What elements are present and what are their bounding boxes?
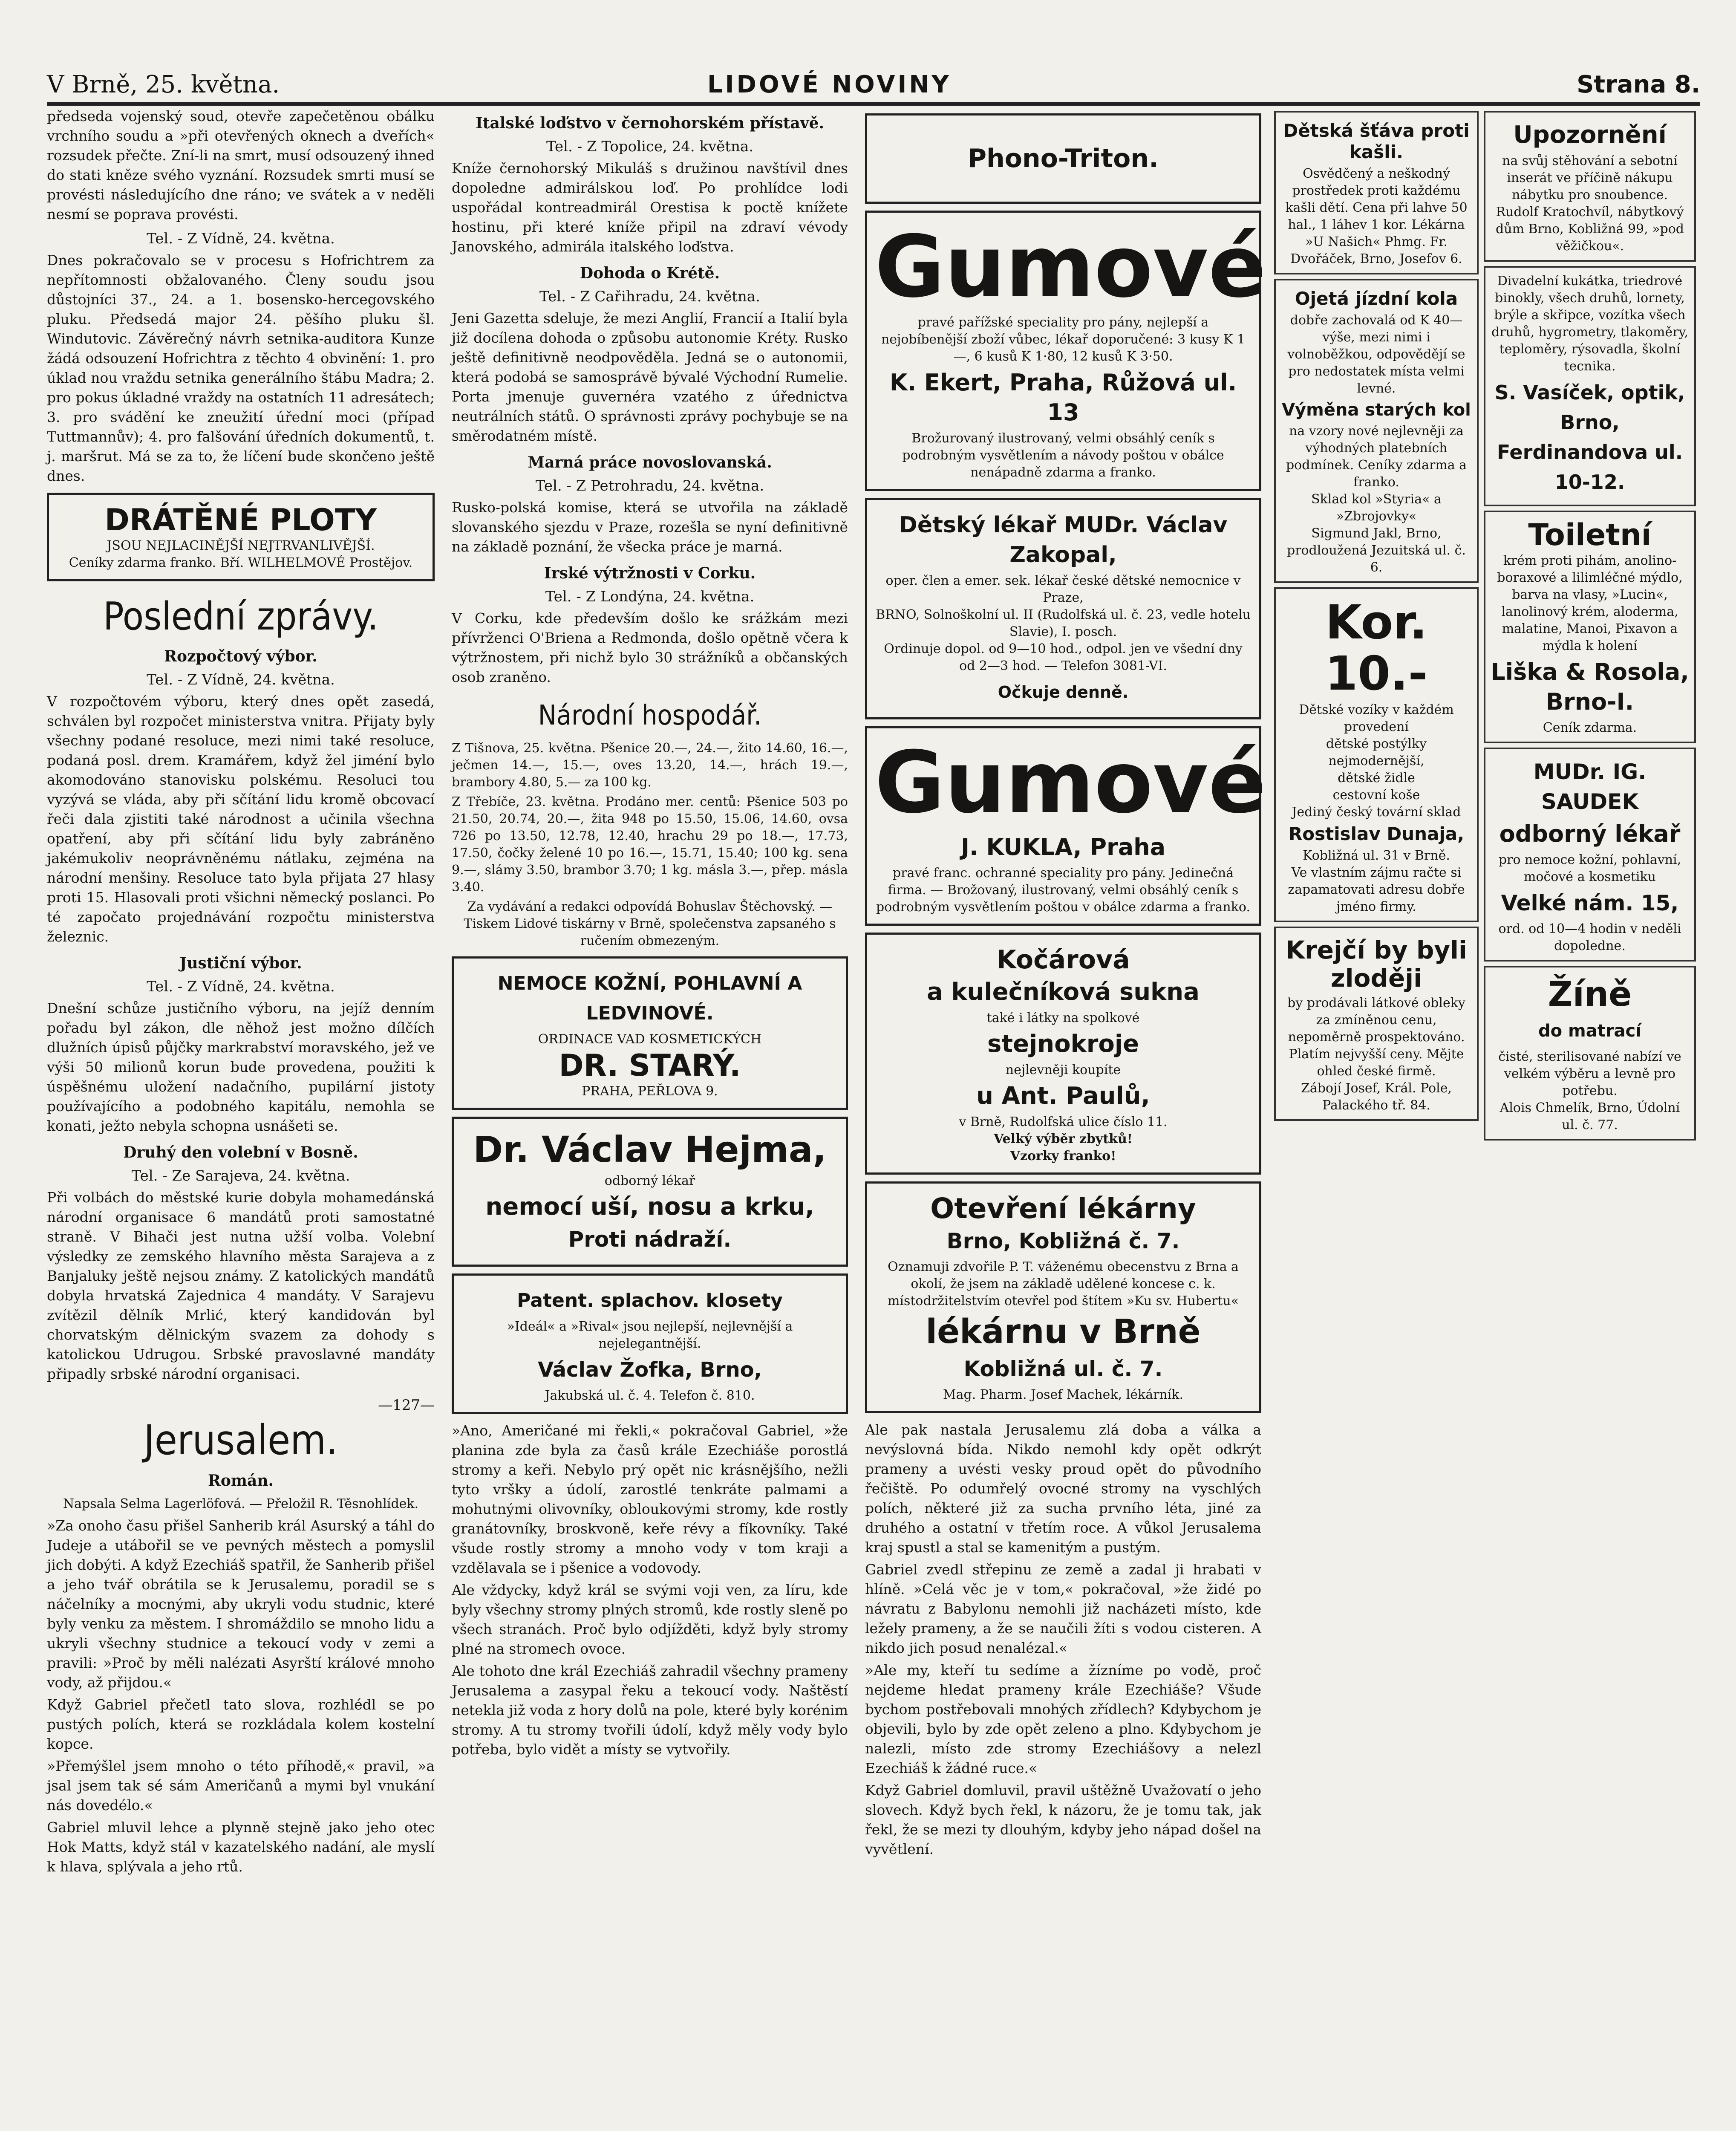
article-text: Rusko-polská komise, která se utvořila na základě slovanského sjezdu v Praze, rozešla se nyní definitivně na základě poznání, že všecka práce je marná. <box>452 499 848 555</box>
advert-title: Gumové <box>875 217 1266 317</box>
advert-text: na svůj stěhování a sebotní inserát ve příčině nákupu nábytku pro snoubence. <box>1502 153 1678 202</box>
advert-gumove-kukla <box>865 726 1266 926</box>
column-3 <box>865 107 1266 1862</box>
column-2 <box>452 107 848 1762</box>
advert-title: Otevření lékárny <box>930 1192 1196 1225</box>
advert-title: Toiletní <box>1528 517 1652 552</box>
advert-text: Velký výběr zbytků! <box>994 1132 1133 1146</box>
article-text: Dnešní schůze justičního výboru, na jejíž denním pořadu byl zákon, dle něhož jest možno dílčích dlužních úpisů půjčky markrabství moravského, jež ve výši 50 milionů korun bude provedena, použiti k úspěšnému uložení nadačního, pupilární jistoty používajícího a podobného kapitálu, nemohla se konati, ježto nebyla schopna usnášeti se. <box>47 1000 435 1134</box>
advert-text: pravé franc. ochranné speciality pro pány. Jedinečná firma. — Brožovaný, ilustrovaný, velmi obsáhlý ceník s podrobným vysvětlením poštou v obálce zdarma a franko. <box>876 866 1250 915</box>
article-text: Když Gabriel přečetl tato slova, rozhlédl se po pustých polích, která se rozkládala kolem kostelní kopce. <box>47 1696 435 1752</box>
advert-address: v Brně, Rudolfská ulice číslo 11. <box>959 1115 1168 1129</box>
advert-text: oper. člen a emer. sek. lékař české dětské nemocnice v Praze, <box>885 573 1241 605</box>
advert-price: Kor. 10.- <box>1325 595 1428 701</box>
article-heading: Marná práce novoslovanská. <box>528 453 772 471</box>
advert-firm: Mag. Pharm. Josef Machek, lékárník. <box>943 1387 1184 1402</box>
feuilleton-subtitle: Román. <box>208 1472 274 1490</box>
dateline: Tel. - Z Londýna, 24. května. <box>545 588 755 605</box>
advert-text: Sklad kol »Styria« a »Zbrojovky« <box>1311 492 1442 524</box>
feuilleton-title: Jerusalem. <box>144 1416 338 1464</box>
advert-syrup <box>1274 111 1479 274</box>
dateline: Tel. - Z Vídně, 24. května. <box>147 671 335 688</box>
page-header <box>47 68 1700 106</box>
advert-title: DRÁTĚNÉ PLOTY <box>104 502 377 537</box>
advert-text: dětské postýlky nejmodernější, <box>1326 736 1427 768</box>
advert-text: dětské židle <box>1338 771 1415 785</box>
advert-title: Žíně <box>1548 974 1632 1014</box>
advert-firm: Zábojí Josef, Král. Pole, Palackého tř. 84. <box>1301 1081 1452 1113</box>
column-4 <box>1274 107 1696 1145</box>
advert-title: Výměna starých kol <box>1282 400 1471 420</box>
article-text: V Corku, kde především došlo ke srážkám mezi přívrženci O'Briena a Redmonda, došlo opětně včera k výtržnostem, při nichž bylo 30 strážníků a občanských osob zraněno. <box>452 610 848 685</box>
article-text: Když Gabriel domluvil, pravil uštěžně Uvažovatí o jeho slovech. Když bych řekl, k názoru, že je tomu tak, jak řekl, že se mezi ty dlouhým, kdyby jeho nápad došel na vyvětlení. <box>865 1782 1261 1857</box>
advert-wire-fences <box>47 493 435 581</box>
dateline: Tel. - Z Topolice, 24. května. <box>546 138 754 155</box>
article-text: »Přemýšlel jsem mnoho o této příhodě,« pravil, »a jsal jsem tak sé sám Američanů a mymi byl vnukání nás dovedélo.« <box>47 1758 435 1813</box>
advert-title: Upozornění <box>1513 121 1667 149</box>
advert-address: Kobližná ul. č. 7. <box>963 1357 1163 1381</box>
advert-title: odborný lékař <box>1499 820 1681 847</box>
advert-firm: Rostislav Dunaja, <box>1288 823 1465 844</box>
advert-firm: Alois Chmelík, Brno, Údolní ul. č. 77. <box>1500 1100 1680 1132</box>
advert-zofka <box>452 1273 848 1414</box>
advert-text: Oznamuji zdvořile P. T. váženému obecenstvu z Brna a okolí, že jsem na základě udělené koncese c. k. místodržitelstvím otevřel pod štítem »Ku sv. Hubertu« <box>887 1259 1239 1308</box>
advert-title: Gumové <box>875 733 1266 832</box>
advert-title: NEMOCE KOŽNÍ, POHLAVNÍ A LEDVINOVÉ. <box>497 973 802 1024</box>
advert-tailors <box>1274 927 1479 1121</box>
advert-name: DR. STARÝ. <box>559 1048 741 1083</box>
advert-firm: S. Vasíček, optik, Brno, Ferdinandova ul. 10-12. <box>1494 381 1685 494</box>
advert-hours: Ordinuje dopol. od 9—10 hod., odpol. jen ve všední dny od 2—3 hod. — Telefon 3081-VI. <box>884 641 1243 673</box>
advert-title: lékárnu v Brně <box>926 1313 1201 1351</box>
advert-text: krém proti pihám, anolino-boraxové a lilimléčné mýdlo, barva na vlasy, »Lucin«, lanolinový krém, aloderma, malatine, Manoi, Pixavon a mýdla k holení <box>1497 553 1683 653</box>
article-text: »Ano, Američané mi řekli,« pokračoval Gabriel, »že planina zde byla za časů krále Ezechiáše porostlá stromy a keři. Nebylo prý opět nic krásnějšího, nežli tyto vršky a údolí, zarostlé tenkráte palmami a mohutnými olivovníky, obloukovými stromy, kde rostly granátovníky, broskvoně, keře révy a fíkovníky. Také všude rostly stromy a mnoho vody v tom kraji a vzdělavala se i pšenice a vodovody. <box>452 1422 848 1576</box>
section-title: Poslední zprávy. <box>103 594 379 639</box>
advert-text: Ve vlastním zájmu račte si zapamatovati adresu dobře jméno firmy. <box>1288 865 1465 914</box>
advert-address: Jakubská ul. č. 4. Telefon č. 810. <box>545 1388 755 1403</box>
advert-toiletries <box>1484 511 1696 743</box>
advert-optician <box>1484 266 1696 506</box>
column-1 <box>47 107 435 1879</box>
advert-dr-hejma <box>452 1117 848 1267</box>
advert-text: Brožurovaný ilustrovaný, velmi obsáhlý ceník s podrobným vysvětlením a návody poštou v obálce nenápadně zdarma a franko. <box>902 431 1224 480</box>
dateline: Tel. - Z Vídně, 24. května. <box>147 978 335 995</box>
feuilleton-author: Napsala Selma Lagerlöfová. — Přeložil R. Těsnohlídek. <box>63 1496 419 1511</box>
advert-title: Dětská šťáva proti kašli. <box>1283 120 1470 162</box>
article-text: Gabriel mluvil lehce a plynně stejně jako jeho otec Hok Matts, když stál v kazatelského nadání, ale myslí k hlava, splývala a jeho rtů. <box>47 1819 435 1875</box>
advert-text: Dětské vozíky v každém provedení <box>1299 702 1454 734</box>
advert-title: a kulečníková sukna <box>927 978 1200 1006</box>
advert-text: Osvědčený a neškodný prostředek proti každému kašli dětí. Cena při lahve 50 hal., 1 láhev 1 kor. Lékárna »U Našich« Phmg. Fr. Dvořáček, Brno, Josefov 6. <box>1285 166 1468 266</box>
article-heading: Druhý den volební v Bosně. <box>123 1143 358 1161</box>
article-text: Při volbách do městské kurie dobyla mohamedánská národní organisace 6 mandátů proti samostatné straně. V Bihači jest nutna užší volba. Volební výsledky ze zemského hlavního města Sarajeva a z Banjaluky ještě nejsou známy. Z katolických mandátů dobyla hrvatská Zajednica 4 mandáty. V Sarajevu zvítězil dělník Mrlić, který kandidován byl chorvatským dělnickým svazem za dohody s katolickou Udrugou. Srbské pravoslavné mandáty připadly srbské národní organisaci. <box>47 1189 435 1382</box>
market-report: Z Tišnova, 25. května. Pšenice 20.—, 24.—, žito 14.60, 16.—, ječmen 14.—, 15.—, oves 13.20, 14.—, hrách 19.—, brambory 4.80, 5.— za 100 kg. <box>452 741 848 790</box>
advert-title: Dětský lékař MUDr. Václav Zakopal, <box>899 512 1228 568</box>
article-text: »Za onoho času přišel Sanherib král Asurský a táhl do Judeje a utábořil se ve pevných městech a pomyslil jich dobýti. A když Ezechiáš spatřil, že Sanherib přišel a jeho tvář obrátila se k Jerusalemu, poradil se s náčelníky a mocnými, aby ukryli vodu studnic, které byly venku za městem. I shromáždilo se mnoho lidu a ukryli všechny studnice a tekoucí vody v zemi a pravili: »Proč by měli nalézati Asyrští králové mnoho vody, až přijdou.« <box>47 1517 435 1691</box>
advert-text: nejlevněji koupíte <box>1005 1063 1121 1077</box>
advert-title: Kočárová <box>996 945 1130 975</box>
feuilleton-number: —127— <box>378 1397 435 1414</box>
advert-text: na vzory nové nejlevněji za výhodných platebních podmínek. Ceníky zdarma a franko. <box>1286 424 1467 490</box>
advert-title: Krejčí by byli zloději <box>1286 936 1467 993</box>
section-title: Národní hospodář. <box>538 700 762 731</box>
advert-address: Kobližná ul. 31 v Brně. <box>1303 848 1450 863</box>
article-text: Ale pak nastala Jerusalemu zlá doba a válka a nevýslovná bída. Nikdo nemohl kdy opět odkrýt prameny a uvésti vesky proud opět do původního řečiště. Po odumřelý ovocné stromy na vyschlých polích, některé již za sucha prvního léta, jiné za druhého a ostatní v třetím roce. A vůkol Jerusalema kraj spustl a stal se kamenitým a pustým. <box>865 1421 1261 1556</box>
advert-pharmacy <box>865 1181 1261 1413</box>
article-text: Dnes pokračovalo se v procesu s Hofrichtrem za nepřítomnosti obžalovaného. Členy soudu jsou důstojníci 37., 24. a 1. bosensko-hercegovského pluku. Předsedá major 24. pěšího pluku šl. Windutovic. Závěrečný návrh setnika-auditora Kunze žádá odsouzení Hofrichtra z těchto 4 obvinění: 1. pro úklad nou vraždu setnika generálního štábu Madra; 2. pro pokus úkladné vraždy na ostatních 11 adresátech; 3. pro svádění ke zneužití úřední moci (případ Tuttmannův); 4. pro falšování úředních dokumentů, t. j. maršrut. Má se za to, že líčení bude skončeno ještě dnes. <box>47 252 435 484</box>
advert-horsehair <box>1484 966 1696 1141</box>
advert-firm: Liška & Rosola, Brno-I. <box>1491 658 1689 715</box>
advert-text: nemocí uší, nosu a krku, <box>485 1193 814 1221</box>
advert-title: do matrací <box>1538 1021 1641 1041</box>
advert-gumove-ekert <box>865 211 1266 491</box>
advert-address: BRNO, Solnoškolní ul. II (Rudolfská ul. č. 23, vedle hotelu Slavie), I. posch. <box>876 607 1251 639</box>
advert-text: pravé pařížské speciality pro pány, nejlepší a nejobíbenější zboží vůbec, lékař doporučené: 3 kusy K 1—, 6 kusů K 1·80, 12 kusů K 3·50. <box>881 315 1245 364</box>
article-text: Ale vždycky, když král se svými voji ven, za líru, kde byly všechny stromy plných stromů, kde rostly sleně po všech stranách. Proč bylo odjížděti, když byly stromy plné na stromech ovoce. <box>452 1582 848 1657</box>
advert-text: Očkuje denně. <box>998 683 1129 702</box>
advert-text: Jediný český tovární sklad <box>1292 805 1461 820</box>
advert-firm: K. Ekert, Praha, Růžová ul. 13 <box>889 369 1237 426</box>
advert-text: dobře zachovalá od K 40— výše, mezi nimi i volnoběžkou, odpovědějí se pro nedostatek místa velmi levné. <box>1287 313 1465 396</box>
advert-firm: Sigmund Jakl, Brno, prodloužená Jezuitská ul. č. 6. <box>1287 526 1466 575</box>
advert-text: »Ideál« a »Rival« jsou nejlepší, nejlevnější a nejelegantnější. <box>507 1319 793 1351</box>
advert-text: Ceník zdarma. <box>1543 720 1637 735</box>
dateline: Tel. - Z Vídně, 24. května. <box>147 230 335 247</box>
market-report: Z Třebíče, 23. května. Prodáno mer. centů: Pšenice 503 po 21.50, 20.74, 20.—, žita 948 po 15.50, 15.06, 14.60, ovsa 726 po 13.50, 12.78, 12.40, hrachu 29 po 18.—, 17.73, 17.50, čočky želené 10 po 16.—, 15.71, 15.40; 100 kg. sena 9.—, slámy 3.50, brambor 3.70; 1 kg. másla 3.—, přep. másla 3.40. <box>452 794 848 895</box>
advert-title: Ojetá jízdní kola <box>1295 288 1458 309</box>
article-heading: Irské výtržnosti v Corku. <box>544 564 756 582</box>
dateline: Tel. - Z Petrohradu, 24. května. <box>535 477 764 494</box>
advert-text: Divadelní kukátka, triedrové binokly, všech druhů, lornety, brýle a skřipce, vozítka všech druhů, hygrometry, tlakoměry, teploměry, rýsovadla, školní tecnika. <box>1491 274 1688 374</box>
article-text: předseda vojenský soud, otevře zapečetěnou obálku vrchního soudu a »při otevřených oknech a dveřích« rozsudek přečte. Zní-li na smrt, musí odsouzený ihned do stati kněze svého vyznání. Rozsudek smrti musí se provésti následujícího dne ráno; ve svátek a v neděli nesmí se poprava provésti. <box>47 108 435 222</box>
advert-firm: J. KUKLA, Praha <box>960 834 1166 860</box>
advert-text: odborný lékař <box>604 1173 695 1188</box>
article-text: Kníže černohorský Mikuláš s družinou navštívil dnes dopoledne admirálskou loď. Po prohlídce lodi uspořádal kontreadmirál Orestisa k poctě knížete hostinu, při které kníže připil na zdraví vévody Janovského, admirála italského loďstva. <box>452 160 848 255</box>
advert-name: Václav Žofka, Brno, <box>538 1358 762 1382</box>
dateline: Tel. - Ze Sarajeva, 24. května. <box>131 1167 350 1184</box>
advert-dr-saudek <box>1484 748 1696 962</box>
advert-phono-triton <box>865 113 1261 204</box>
advert-text: čisté, sterilisované nabízí ve velkém výběru a levně pro potřebu. <box>1498 1049 1681 1098</box>
advert-text: Ceníky zdarma franko. Bří. WILHELMOVÉ Prostějov. <box>69 555 413 570</box>
advert-paulu <box>865 933 1261 1175</box>
advert-text: by prodávali látkové obleky za zmíněnou cenu, nepoměrně prospektováno. Platím nejvyšší ceny. Mějte ohled české firmě. <box>1287 996 1465 1079</box>
advert-text: Vzorky franko! <box>1010 1149 1116 1164</box>
article-text: »Ale my, kteří tu sedíme a žízníme po vodě, proč nejdeme hledat prameny krále Ezechiáše? Všude bychom postřebovali mnohých zřídlech? Kdybychom je objevili, bylo by zde opět zeleno a plno. Kdybychom je nalezli, místo zde stromy Ezechiášovy a nelezl Ezechiáš k žádné ruce.« <box>865 1662 1261 1776</box>
imprint: Za vydávání a redakci odpovídá Bohuslav Štěchovský. — Tiskem Lidové tiskárny v Brně, společenstva zapsaného s ručením obmezeným. <box>464 899 836 948</box>
advert-title: Phono-Triton. <box>968 144 1159 173</box>
advert-address: Proti nádraží. <box>568 1227 732 1252</box>
advert-text: JSOU NEJLACINĚJŠÍ NEJTRVANLIVĚJŠÍ. <box>107 538 375 553</box>
advert-address: Velké nám. 15, <box>1501 891 1679 915</box>
article-text: Ale tohoto dne král Ezechiáš zahradil všechny prameny Jerusalema a zasypal řeku a tekoucí vody. Naštěstí netekla již voda z hory dolů na pole, které byly korénim stromy. A tu stromy tvořili údolí, když měly vody bylo potřeba, bylo vidět a místy se vytvořily. <box>452 1663 848 1758</box>
ads-row-top <box>1274 107 1696 1145</box>
dateline: Tel. - Z Cařihradu, 24. května. <box>539 288 760 305</box>
advert-prams <box>1274 587 1479 922</box>
advert-firm: Rudolf Kratochvíl, nábytkový dům Brno, Kobližná 99, »pod věžičkou«. <box>1495 205 1684 254</box>
article-heading: Rozpočtový výbor. <box>164 647 317 665</box>
article-heading: Justiční výbor. <box>179 954 302 972</box>
ads-subcolumn-right <box>1484 107 1696 1145</box>
advert-dr-stary <box>452 956 848 1110</box>
advert-text: pro nemoce kožní, pohlavní, močové a kosmetiku <box>1498 852 1681 884</box>
article-text: Jeni Gazetta sdeluje, že mezi Anglií, Francií a Italií byla již docílena dohoda o způsobu autonomie Kréty. Rusko ještě definitivně neodpověděla. Jedná se o autonomii, která podobá se samosprávě bývalé Východní Rumelie. Porta jmenuje guvernéra vzatého z úřednictva neutrálních států. O správnosti zprávy pochybuje se na směrodatném místě. <box>452 310 848 444</box>
advert-address: PRAHA, PEŘLOVA 9. <box>582 1084 718 1099</box>
advert-title: Patent. splachov. klosety <box>517 1290 783 1311</box>
page-number: Strana 8. <box>1577 71 1700 98</box>
advert-title: Dr. Václav Hejma, <box>473 1129 827 1170</box>
advert-title: MUDr. IG. SAUDEK <box>1533 759 1647 814</box>
article-heading: Dohoda o Krétě. <box>580 264 720 282</box>
article-text: V rozpočtovém výboru, který dnes opět zasedá, schválen byl rozpočet ministerstva vnitra. Přijaty byly všechny podané resoluce, mezi nimi také resoluce, podaná posl. drem. Kramářem, když žel jiméní bylo akomodováno stanovisku polskému. Resoluci tou vyzývá se vláda, aby při sčítání lidu kromě obcovací řeči dala zjistiti také národnost a učinila všechna opatření, aby při sčítání lidu byly zabráněno jakémukoliv neoprávněnému nátlaku, zejména na národní menšiny. Resoluce tato byla přijata 27 hlasy proti 15. Hlasovali proti všichni německý poslanci. Po té započato projednávání rozpočtu ministerstva železnic. <box>47 693 435 945</box>
advert-furniture <box>1484 111 1696 262</box>
advert-dr-zakopal <box>865 498 1261 719</box>
article-heading: Italské loďstvo v černohorském přístavě. <box>475 114 825 132</box>
advert-hours: ord. od 10—4 hodin v neděli dopoledne. <box>1498 921 1681 953</box>
ads-subcolumn-left <box>1274 107 1479 1145</box>
masthead: LIDOVÉ NOVINY <box>707 71 952 98</box>
advert-bicycles <box>1274 279 1479 583</box>
advert-address: Brno, Kobližná č. 7. <box>946 1229 1180 1253</box>
advert-text: stejnokroje <box>987 1030 1139 1058</box>
advert-firm: u Ant. Paulů, <box>976 1082 1150 1110</box>
advert-text: cestovní koše <box>1332 788 1420 803</box>
advert-text: ORDINACE VAD KOSMETICKÝCH <box>538 1032 762 1047</box>
advert-text: také i látky na spolkové <box>986 1011 1140 1025</box>
header-date: V Brně, 25. května. <box>47 71 280 98</box>
article-text: Gabriel zvedl střepinu ze země a zadal ji hrabati v hlíně. »Celá věc je v tom,« pokračoval, »že židé po návratu z Babylonu nemohli již nacházeti místo, kde ležely prameny, a že se naučili žíti s vodou cisteren. A nikdo jich posud nenalézal.« <box>865 1561 1261 1656</box>
